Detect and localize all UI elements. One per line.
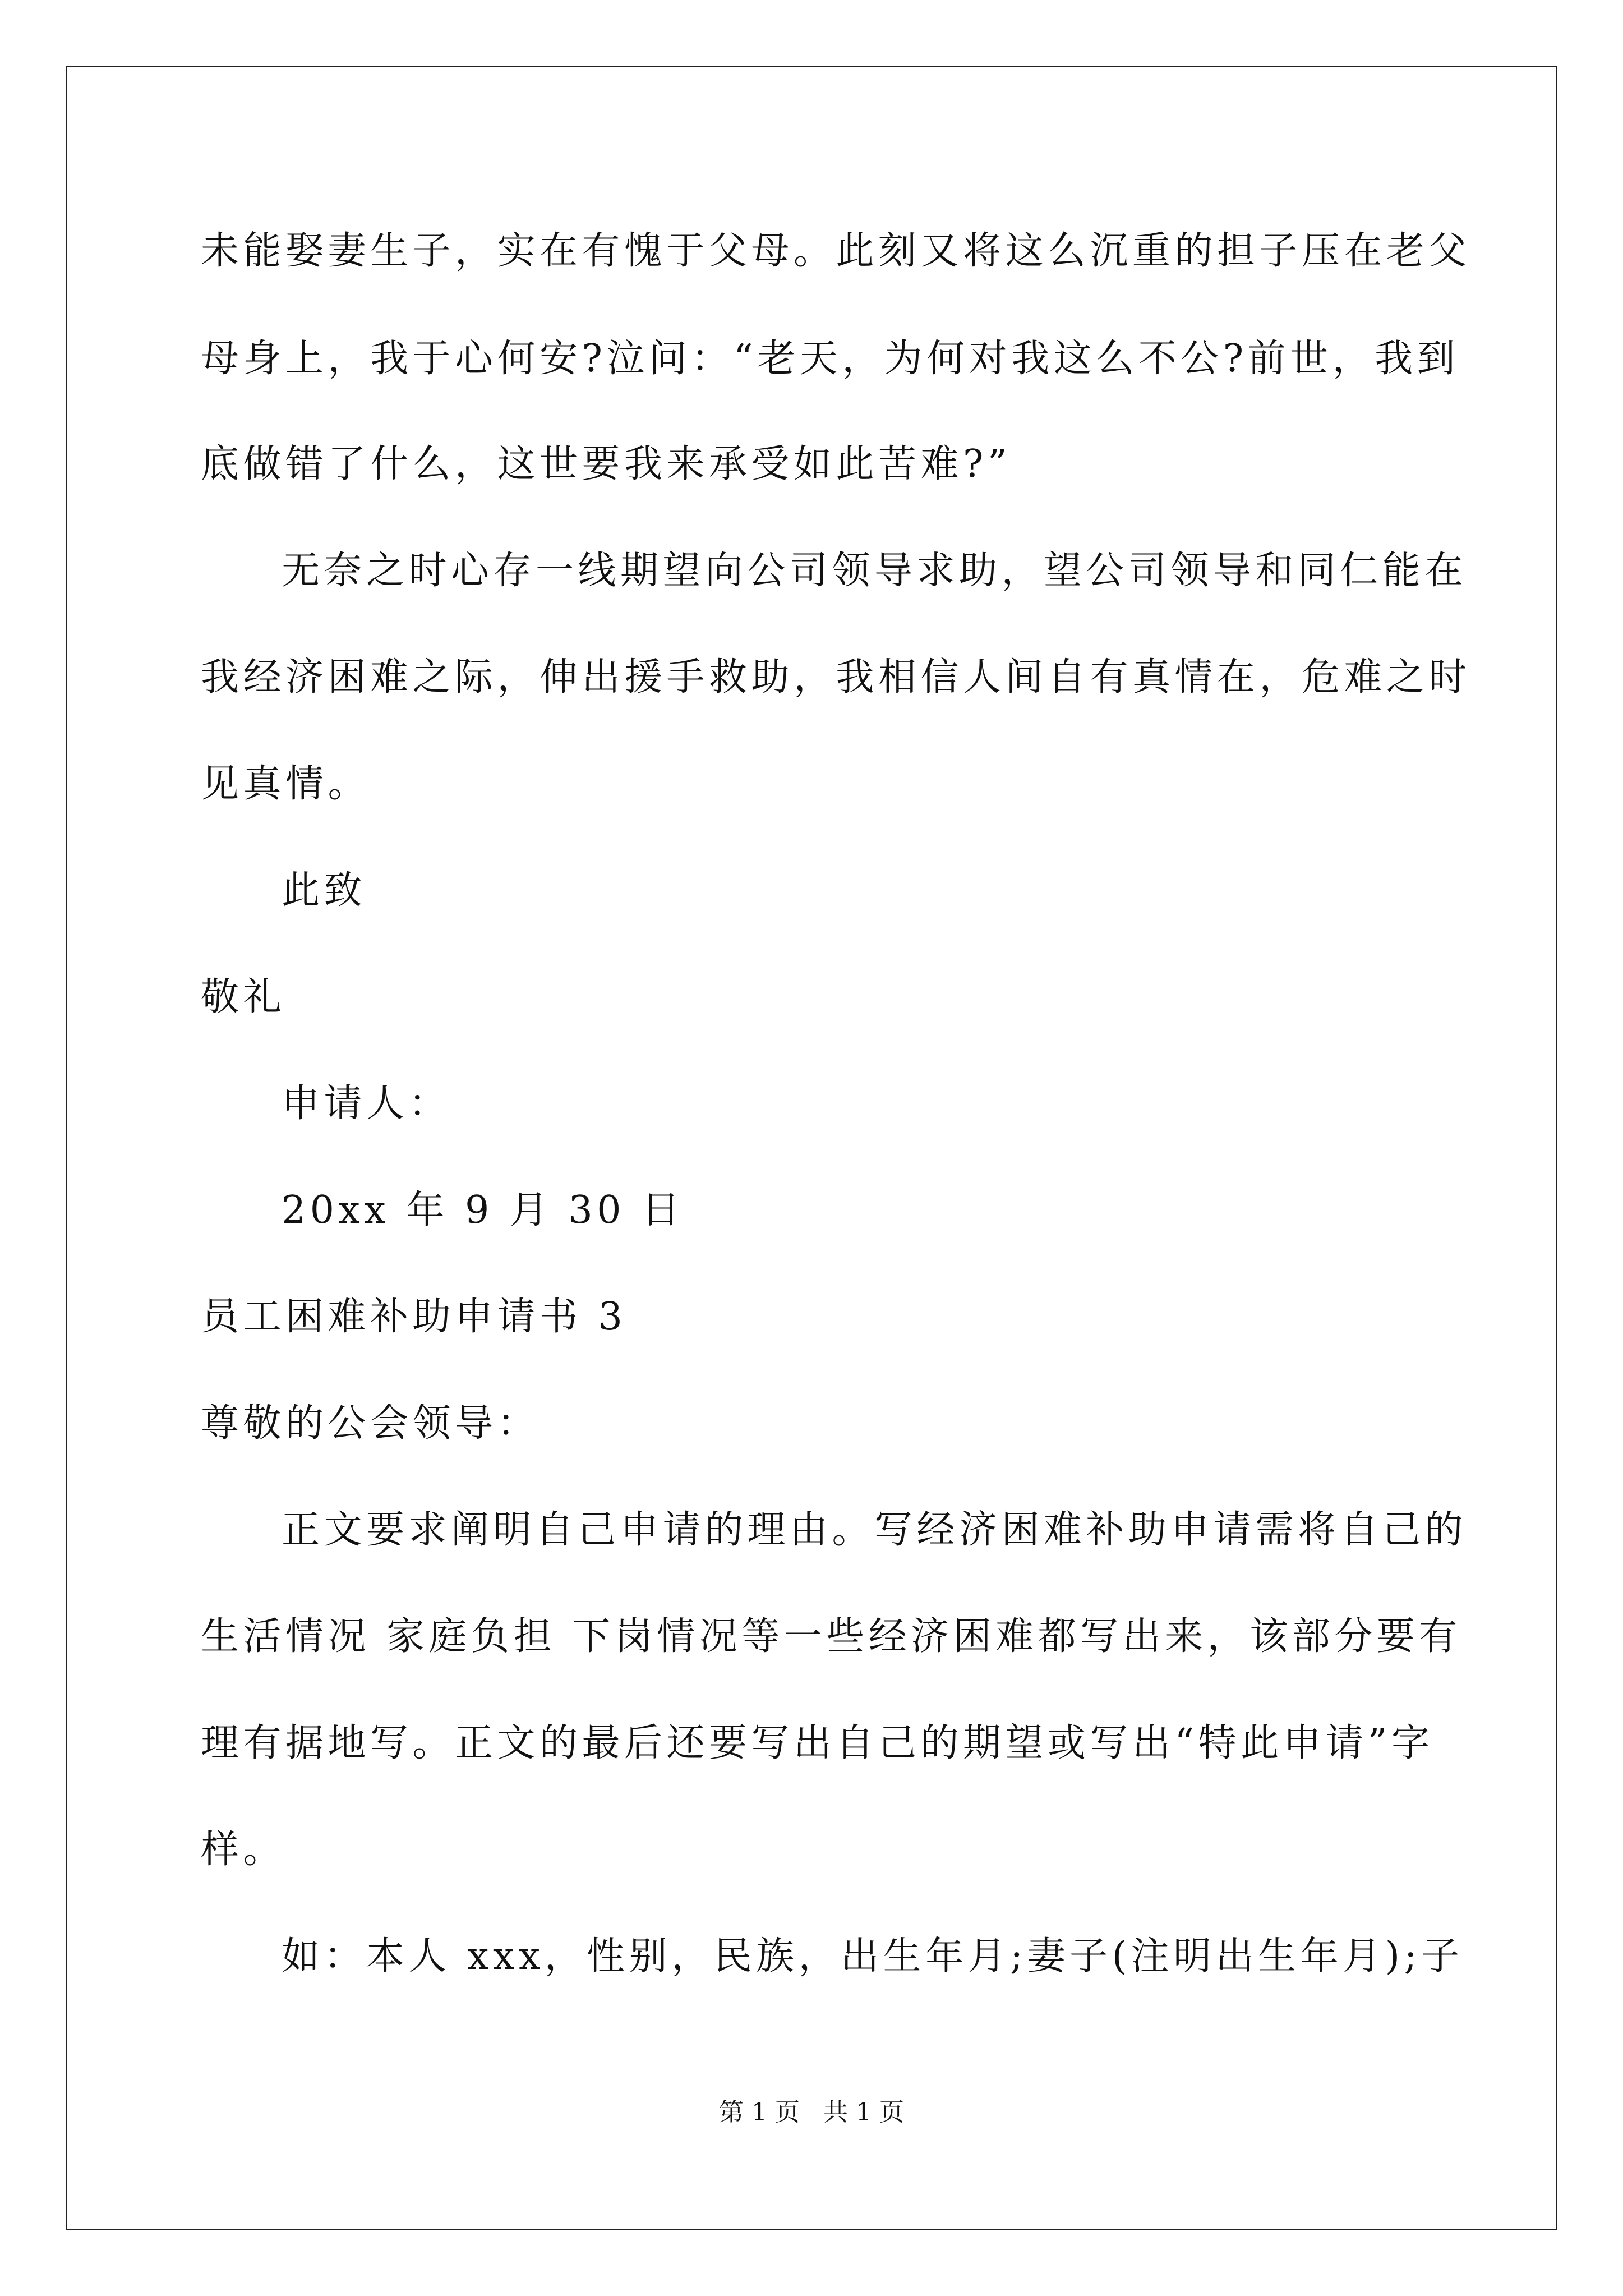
date-line: 20xx 年 9 月 30 日 <box>282 1188 684 1232</box>
paragraph-4-line-1: 如：本人 xxx，性别，民族，出生年月;妻子(注明出生年月);子 <box>282 1934 1464 1978</box>
paragraph-2-line-1: 无奈之时心存一线期望向公司领导求助，望公司领导和同仁能在 <box>282 549 1468 593</box>
paragraph-2-line-3: 见真情。 <box>201 762 371 806</box>
greeting: 尊敬的公会领导： <box>201 1401 540 1446</box>
closing-salutation: 此致 <box>282 868 367 913</box>
page-border <box>66 66 1557 2230</box>
paragraph-1-line-2: 母身上，我于心何安?泣问：“老天，为何对我这么不公?前世，我到 <box>201 337 1460 381</box>
paragraph-3-line-4: 样。 <box>201 1828 286 1872</box>
closing-regards: 敬礼 <box>201 975 286 1019</box>
section-title: 员工困难补助申请书 3 <box>201 1295 627 1339</box>
paragraph-2-line-2: 我经济困难之际，伸出援手救助，我相信人间自有真情在，危难之时 <box>201 655 1472 700</box>
paragraph-3-line-2: 生活情况 家庭负担 下岗情况等一些经济困难都写出来，该部分要有 <box>201 1614 1461 1659</box>
paragraph-3-line-1: 正文要求阐明自己申请的理由。写经济困难补助申请需将自己的 <box>282 1508 1468 1552</box>
paragraph-3-line-3: 理有据地写。正文的最后还要写出自己的期望或写出“特此申请”字 <box>201 1721 1434 1765</box>
paragraph-1-line-3: 底做错了什么，这世要我来承受如此苦难?” <box>201 442 1012 486</box>
applicant-label: 申请人： <box>282 1082 451 1126</box>
paragraph-1-line-1: 未能娶妻生子，实在有愧于父母。此刻又将这么沉重的担子压在老父 <box>201 229 1472 273</box>
page-number-footer: 第 1 页 共 1 页 <box>719 2098 904 2127</box>
